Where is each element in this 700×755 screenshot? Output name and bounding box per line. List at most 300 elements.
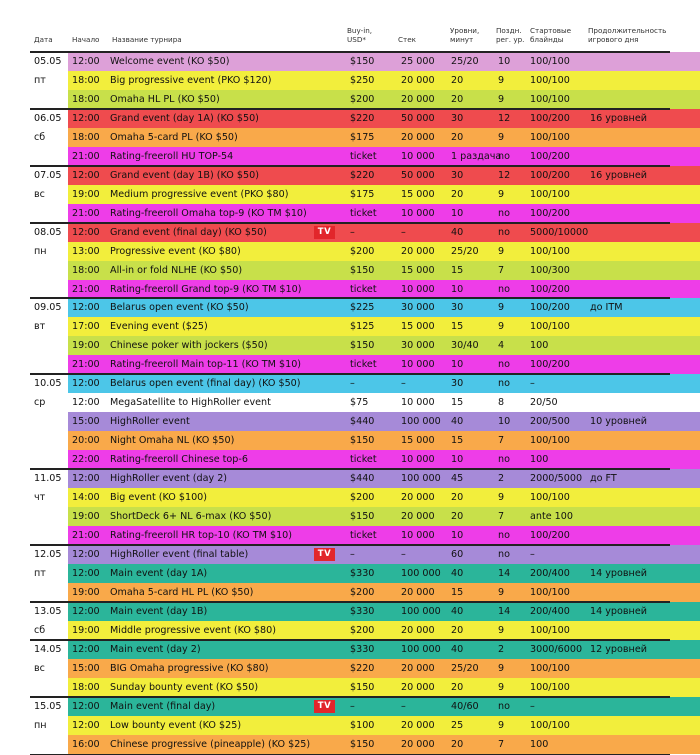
late-reg-value: 8 xyxy=(498,397,505,409)
weekday-value: пн xyxy=(34,719,47,731)
buyin-value: $200 xyxy=(350,245,375,257)
late-reg-value: 9 xyxy=(498,624,505,636)
header-duration-1: Продолжительность xyxy=(588,26,667,35)
buyin-value: – xyxy=(350,700,355,712)
blinds-value: 100 xyxy=(530,340,549,352)
table-row xyxy=(68,52,700,71)
stack-value: – xyxy=(401,700,406,712)
levels-value: 20 xyxy=(451,681,464,693)
blinds-value: 100/100 xyxy=(530,586,570,598)
table-row xyxy=(68,336,700,355)
late-reg-value: 10 xyxy=(498,416,511,428)
late-reg-value: 9 xyxy=(498,74,505,86)
date-value: 05.05 xyxy=(34,56,62,67)
late-reg-value: 9 xyxy=(498,681,505,693)
blinds-value: 100/100 xyxy=(530,131,570,143)
schedule-start-time: 13:00 xyxy=(72,245,100,257)
table-row xyxy=(68,355,700,374)
blinds-value: 100/200 xyxy=(530,150,570,162)
stack-value: 10 000 xyxy=(401,454,435,466)
tournament-name: HighRoller event xyxy=(110,416,190,428)
header-date: Дата xyxy=(34,35,53,44)
schedule-start-time: 20:00 xyxy=(72,435,100,447)
buyin-value: ticket xyxy=(350,207,377,219)
buyin-value: $150 xyxy=(350,681,375,693)
blinds-value: 100 xyxy=(530,454,549,466)
day-separator xyxy=(30,222,670,224)
schedule-start-time: 17:00 xyxy=(72,321,100,333)
buyin-value: $175 xyxy=(350,131,375,143)
schedule-start-time: 21:00 xyxy=(72,359,100,371)
late-reg-value: 9 xyxy=(498,492,505,504)
tournament-name: Middle progressive event (KO $80) xyxy=(110,624,276,636)
tournament-name: Progressive event (KO $80) xyxy=(110,245,241,257)
late-reg-value: 12 xyxy=(498,169,511,181)
late-reg-value: 14 xyxy=(498,567,511,579)
stack-value: 100 000 xyxy=(401,567,441,579)
duration-value: 14 уровней xyxy=(590,567,647,579)
schedule-start-time: 12:00 xyxy=(72,169,100,181)
buyin-value: $440 xyxy=(350,473,375,485)
table-row xyxy=(68,602,700,621)
date-value: 15.05 xyxy=(34,700,62,712)
date-cell xyxy=(30,374,68,469)
levels-value: 20 xyxy=(451,74,464,86)
tournament-name: Grand event (day 1A) (KO $50) xyxy=(110,112,259,124)
weekday-value: вс xyxy=(34,188,45,200)
weekday-value: вс xyxy=(34,662,45,674)
stack-value: 20 000 xyxy=(401,131,435,143)
late-reg-value: 10 xyxy=(498,56,511,67)
weekday-value: сб xyxy=(34,624,46,636)
weekday-value: вт xyxy=(34,321,46,333)
buyin-value: – xyxy=(350,226,355,238)
schedule-start-time: 12:00 xyxy=(72,548,100,560)
header-levels-2: минут xyxy=(450,35,474,44)
late-reg-value: no xyxy=(498,700,510,712)
table-row xyxy=(68,735,700,754)
levels-value: 25/20 xyxy=(451,662,479,674)
blinds-value: 100/100 xyxy=(530,681,570,693)
table-row xyxy=(68,678,700,697)
buyin-value: $150 xyxy=(350,738,375,750)
duration-value: 12 уровней xyxy=(590,643,647,655)
table-row xyxy=(68,697,700,716)
table-row xyxy=(68,716,700,735)
tournament-name: Rating-freeroll Chinese top-6 xyxy=(110,454,248,466)
schedule-start-time: 19:00 xyxy=(72,340,100,352)
stack-value: 15 000 xyxy=(401,321,435,333)
tournament-name: Low bounty event (KO $25) xyxy=(110,719,242,731)
stack-value: 100 000 xyxy=(401,643,441,655)
date-cell xyxy=(30,602,68,640)
buyin-value: $220 xyxy=(350,169,375,181)
tournament-name: BIG Omaha progressive (KO $80) xyxy=(110,662,269,674)
tournament-name: Grand event (final day) (KO $50) xyxy=(110,226,267,238)
blinds-value: ante 100 xyxy=(530,511,573,523)
schedule-start-time: 19:00 xyxy=(72,586,100,598)
levels-value: 25/20 xyxy=(451,56,479,67)
buyin-value: $150 xyxy=(350,340,375,352)
schedule-start-time: 21:00 xyxy=(72,150,100,162)
stack-value: 20 000 xyxy=(401,74,435,86)
tournament-name: Main event (day 1B) xyxy=(110,605,208,617)
buyin-value: $200 xyxy=(350,93,375,105)
stack-value: 20 000 xyxy=(401,93,435,105)
schedule-start-time: 14:00 xyxy=(72,492,100,504)
duration-value: 14 уровней xyxy=(590,605,647,617)
table-row xyxy=(68,545,700,564)
tournament-name: Rating-freeroll HR top-10 (KO TM $10) xyxy=(110,530,293,541)
duration-value: 16 уровней xyxy=(590,112,647,124)
levels-value: 40/60 xyxy=(451,700,479,712)
duration-value: до ITM xyxy=(590,302,623,314)
tournament-name: Omaha 5-card HL PL (KO $50) xyxy=(110,586,254,598)
date-value: 10.05 xyxy=(34,378,62,390)
buyin-value: ticket xyxy=(350,454,377,466)
date-cell xyxy=(30,640,68,697)
tv-badge: TV xyxy=(314,226,335,239)
tournament-name: HighRoller event (final table) xyxy=(110,548,249,560)
levels-value: 10 xyxy=(451,454,464,466)
table-row xyxy=(68,317,700,336)
table-row xyxy=(68,469,700,488)
buyin-value: $220 xyxy=(350,112,375,124)
schedule-start-time: 12:00 xyxy=(72,226,100,238)
blinds-value: 100/200 xyxy=(530,169,570,181)
late-reg-value: 9 xyxy=(498,321,505,333)
late-reg-value: no xyxy=(498,207,510,219)
day-separator xyxy=(30,639,670,641)
stack-value: 15 000 xyxy=(401,188,435,200)
stack-value: 20 000 xyxy=(401,681,435,693)
stack-value: 25 000 xyxy=(401,56,435,67)
buyin-value: $200 xyxy=(350,492,375,504)
table-row xyxy=(68,640,700,659)
late-reg-value: no xyxy=(498,283,510,295)
day-separator xyxy=(30,108,670,110)
late-reg-value: 12 xyxy=(498,112,511,124)
stack-value: 15 000 xyxy=(401,435,435,447)
late-reg-value: no xyxy=(498,454,510,466)
date-cell xyxy=(30,469,68,545)
levels-value: 20 xyxy=(451,738,464,750)
blinds-value: – xyxy=(530,700,535,712)
blinds-value: – xyxy=(530,548,535,560)
late-reg-value: 9 xyxy=(498,586,505,598)
levels-value: 20 xyxy=(451,511,464,523)
tournament-name: Rating-freeroll Omaha top-9 (KO TM $10) xyxy=(110,207,307,219)
date-cell xyxy=(30,298,68,374)
buyin-value: $175 xyxy=(350,188,375,200)
schedule-start-time: 12:00 xyxy=(72,473,100,485)
date-value: 09.05 xyxy=(34,302,62,314)
levels-value: 20 xyxy=(451,188,464,200)
late-reg-value: 7 xyxy=(498,435,505,447)
stack-value: 100 000 xyxy=(401,605,441,617)
late-reg-value: 7 xyxy=(498,738,505,750)
late-reg-value: 2 xyxy=(498,473,505,485)
blinds-value: 100/100 xyxy=(530,56,570,67)
levels-value: 15 xyxy=(451,321,464,333)
tournament-name: Main event (day 1A) xyxy=(110,567,208,579)
schedule-start-time: 12:00 xyxy=(72,302,100,314)
tournament-name: Omaha 5-card PL (KO $50) xyxy=(110,131,238,143)
tournament-name: Chinese progressive (pineapple) (KO $25) xyxy=(110,738,311,750)
tournament-name: MegaSatellite to HighRoller event xyxy=(110,397,271,409)
levels-value: 1 раздача xyxy=(451,150,502,162)
header-blinds-1: Стартовые xyxy=(530,26,572,35)
stack-value: 20 000 xyxy=(401,492,435,504)
blinds-value: 200/400 xyxy=(530,567,570,579)
blinds-value: 100/100 xyxy=(530,93,570,105)
tournament-name: Chinese poker with jockers ($50) xyxy=(110,340,268,352)
stack-value: – xyxy=(401,548,406,560)
late-reg-value: no xyxy=(498,530,510,541)
stack-value: 20 000 xyxy=(401,719,435,731)
levels-value: 40 xyxy=(451,226,464,238)
late-reg-value: no xyxy=(498,548,510,560)
blinds-value: 2000/5000 xyxy=(530,473,583,485)
buyin-value: ticket xyxy=(350,359,377,371)
tournament-name: HighRoller event (day 2) xyxy=(110,473,228,485)
buyin-value: $220 xyxy=(350,662,375,674)
buyin-value: $100 xyxy=(350,719,375,731)
duration-value: 10 уровней xyxy=(590,416,647,428)
schedule-start-time: 21:00 xyxy=(72,207,100,219)
schedule-start-time: 18:00 xyxy=(72,264,100,276)
levels-value: 40 xyxy=(451,416,464,428)
blinds-value: 100/200 xyxy=(530,207,570,219)
table-row xyxy=(68,564,700,583)
schedule-start-time: 21:00 xyxy=(72,283,100,295)
stack-value: – xyxy=(401,378,406,390)
late-reg-value: 9 xyxy=(498,245,505,257)
late-reg-value: 9 xyxy=(498,188,505,200)
tournament-name: Rating-freeroll Main top-11 (KO TM $10) xyxy=(110,359,302,371)
blinds-value: 100/200 xyxy=(530,112,570,124)
levels-value: 20 xyxy=(451,131,464,143)
levels-value: 10 xyxy=(451,530,464,541)
header-duration-2: игрового дня xyxy=(588,35,639,44)
date-cell xyxy=(30,166,68,223)
stack-value: 20 000 xyxy=(401,511,435,523)
buyin-value: $150 xyxy=(350,56,375,67)
schedule-start-time: 15:00 xyxy=(72,416,100,428)
blinds-value: 100/100 xyxy=(530,492,570,504)
buyin-value: – xyxy=(350,548,355,560)
late-reg-value: no xyxy=(498,378,510,390)
stack-value: 20 000 xyxy=(401,662,435,674)
stack-value: 10 000 xyxy=(401,359,435,371)
tournament-name: Sunday bounty event (KO $50) xyxy=(110,681,259,693)
blinds-value: 100/100 xyxy=(530,624,570,636)
levels-value: 30 xyxy=(451,112,464,124)
duration-value: до FT xyxy=(590,473,617,485)
schedule-start-time: 12:00 xyxy=(72,378,100,390)
buyin-value: $225 xyxy=(350,302,375,314)
blinds-value: 100/100 xyxy=(530,662,570,674)
buyin-value: $150 xyxy=(350,511,375,523)
late-reg-value: no xyxy=(498,150,510,162)
levels-value: 40 xyxy=(451,605,464,617)
buyin-value: $330 xyxy=(350,643,375,655)
levels-value: 60 xyxy=(451,548,464,560)
blinds-value: 100/100 xyxy=(530,245,570,257)
tournament-name: Belarus open event (final day) (KO $50) xyxy=(110,378,301,390)
late-reg-value: 9 xyxy=(498,719,505,731)
blinds-value: – xyxy=(530,378,535,390)
tournament-name: Big event (KO $100) xyxy=(110,492,208,504)
stack-value: 100 000 xyxy=(401,416,441,428)
tournament-name: Big progressive event (PKO $120) xyxy=(110,74,272,86)
weekday-value: сб xyxy=(34,131,46,143)
late-reg-value: 7 xyxy=(498,511,505,523)
buyin-value: $75 xyxy=(350,397,369,409)
tournament-name: All-in or fold NLHE (KO $50) xyxy=(110,264,243,276)
table-row xyxy=(68,412,700,431)
stack-value: 20 000 xyxy=(401,245,435,257)
table-row xyxy=(68,583,700,602)
blinds-value: 100/200 xyxy=(530,302,570,314)
tournament-name: Welcome event (KO $50) xyxy=(110,56,230,67)
schedule-start-time: 12:00 xyxy=(72,605,100,617)
schedule-start-time: 15:00 xyxy=(72,662,100,674)
buyin-value: $330 xyxy=(350,567,375,579)
table-bottom-line xyxy=(30,754,670,755)
stack-value: – xyxy=(401,226,406,238)
stack-value: 30 000 xyxy=(401,340,435,352)
late-reg-value: 2 xyxy=(498,643,505,655)
schedule-start-time: 12:00 xyxy=(72,700,100,712)
stack-value: 20 000 xyxy=(401,624,435,636)
weekday-value: чт xyxy=(34,492,46,504)
table-row xyxy=(68,128,700,147)
levels-value: 20 xyxy=(451,624,464,636)
date-value: 14.05 xyxy=(34,643,62,655)
late-reg-value: 9 xyxy=(498,662,505,674)
levels-value: 10 xyxy=(451,359,464,371)
late-reg-value: 7 xyxy=(498,264,505,276)
tournament-name: Night Omaha NL (KO $50) xyxy=(110,435,235,447)
header-late-1: Поздн. xyxy=(496,26,522,35)
stack-value: 10 000 xyxy=(401,397,435,409)
levels-value: 15 xyxy=(451,264,464,276)
blinds-value: 100/200 xyxy=(530,283,570,295)
table-row xyxy=(68,298,700,317)
date-cell xyxy=(30,223,68,299)
stack-value: 10 000 xyxy=(401,530,435,541)
blinds-value: 3000/6000 xyxy=(530,643,583,655)
blinds-value: 5000/10000 xyxy=(530,226,589,238)
date-cell xyxy=(30,109,68,166)
header-buyin-1: Buy-in, xyxy=(347,26,373,35)
date-value: 13.05 xyxy=(34,605,62,617)
buyin-value: ticket xyxy=(350,283,377,295)
table-row xyxy=(68,659,700,678)
tournament-name: Omaha HL PL (KO $50) xyxy=(110,93,220,105)
day-separator xyxy=(30,51,670,53)
levels-value: 15 xyxy=(451,397,464,409)
buyin-value: $200 xyxy=(350,586,375,598)
stack-value: 50 000 xyxy=(401,169,435,181)
schedule-start-time: 18:00 xyxy=(72,93,100,105)
stack-value: 100 000 xyxy=(401,473,441,485)
levels-value: 10 xyxy=(451,207,464,219)
buyin-value: ticket xyxy=(350,150,377,162)
header-levels-1: Уровни, xyxy=(450,26,480,35)
late-reg-value: 9 xyxy=(498,93,505,105)
day-separator xyxy=(30,373,670,375)
schedule-start-time: 18:00 xyxy=(72,681,100,693)
schedule-start-time: 19:00 xyxy=(72,624,100,636)
schedule-start-time: 12:00 xyxy=(72,567,100,579)
tournament-name: ShortDeck 6+ NL 6-max (KO $50) xyxy=(110,511,272,523)
table-row xyxy=(68,223,700,242)
buyin-value: $200 xyxy=(350,624,375,636)
late-reg-value: no xyxy=(498,359,510,371)
buyin-value: $330 xyxy=(350,605,375,617)
levels-value: 15 xyxy=(451,435,464,447)
stack-value: 50 000 xyxy=(401,112,435,124)
header-name: Название турнира xyxy=(112,35,182,44)
late-reg-value: 14 xyxy=(498,605,511,617)
tv-badge: TV xyxy=(314,700,335,713)
duration-value: 16 уровней xyxy=(590,169,647,181)
day-separator xyxy=(30,297,670,299)
schedule-start-time: 12:00 xyxy=(72,719,100,731)
weekday-value: пт xyxy=(34,567,46,579)
day-separator xyxy=(30,165,670,167)
schedule-start-time: 18:00 xyxy=(72,131,100,143)
late-reg-value: no xyxy=(498,226,510,238)
levels-value: 10 xyxy=(451,283,464,295)
levels-value: 30 xyxy=(451,169,464,181)
late-reg-value: 9 xyxy=(498,302,505,314)
blinds-value: 100 xyxy=(530,738,549,750)
table-row xyxy=(68,242,700,261)
weekday-value: пт xyxy=(34,75,46,86)
schedule-start-time: 19:00 xyxy=(72,188,100,200)
blinds-value: 100/300 xyxy=(530,264,570,276)
tv-badge: TV xyxy=(314,548,335,561)
stack-value: 10 000 xyxy=(401,283,435,295)
day-separator xyxy=(30,544,670,546)
tournament-name: Evening event ($25) xyxy=(110,321,208,333)
buyin-value: $440 xyxy=(350,416,375,428)
levels-value: 25/20 xyxy=(451,245,479,257)
table-row xyxy=(68,109,700,128)
date-cell xyxy=(30,545,68,602)
levels-value: 40 xyxy=(451,567,464,579)
stack-value: 10 000 xyxy=(401,207,435,219)
schedule-start-time: 12:00 xyxy=(72,56,100,67)
levels-value: 40 xyxy=(451,643,464,655)
stack-value: 15 000 xyxy=(401,264,435,276)
buyin-value: – xyxy=(350,378,355,390)
table-row xyxy=(68,621,700,640)
table-row xyxy=(68,147,700,166)
schedule-start-time: 22:00 xyxy=(72,454,100,466)
header-start: Начало xyxy=(72,35,100,44)
schedule-start-time: 12:00 xyxy=(72,397,100,409)
date-cell xyxy=(30,52,68,109)
table-row xyxy=(68,90,700,109)
levels-value: 25 xyxy=(451,719,464,731)
header-stack: Стек xyxy=(398,35,416,44)
date-value: 07.05 xyxy=(34,169,62,181)
stack-value: 30 000 xyxy=(401,302,435,314)
